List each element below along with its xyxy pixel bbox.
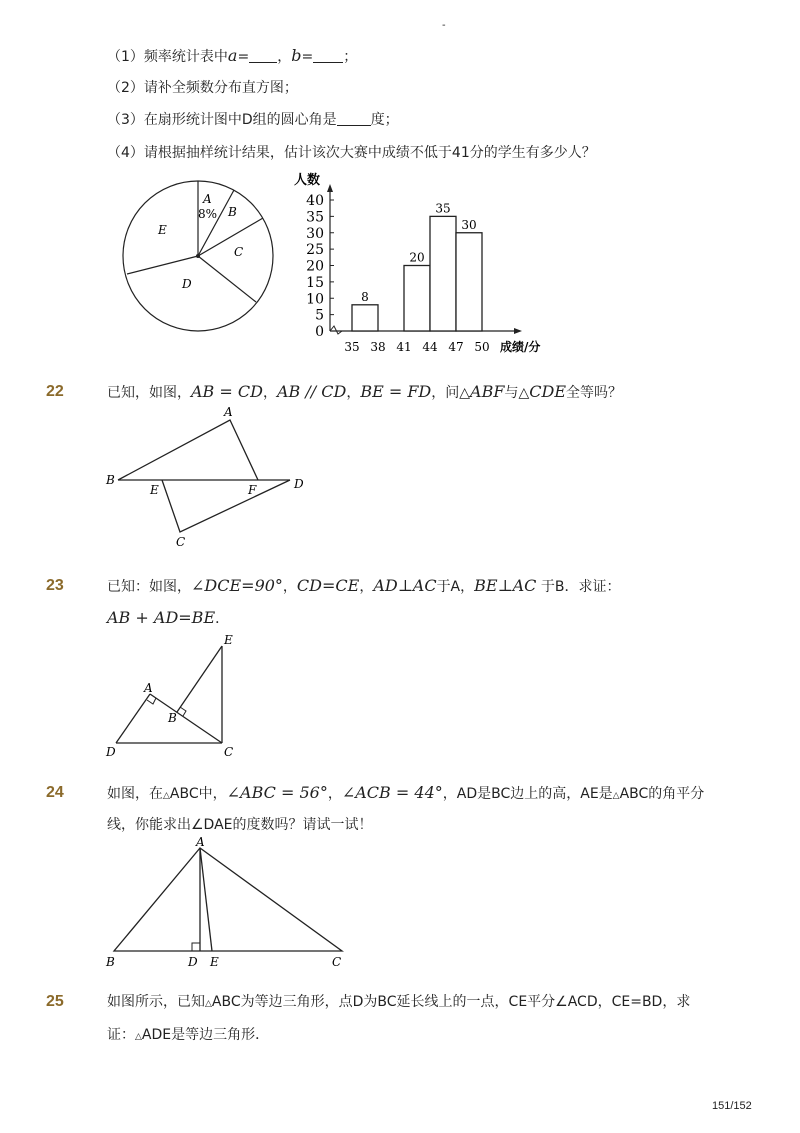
q24-figure [100, 836, 360, 972]
q23-t1: 已知：如图， [107, 579, 191, 595]
pie-label-b: B [228, 205, 237, 219]
q23-t6: ． [215, 611, 230, 627]
q24-m1: ∠ABC = 56° [226, 783, 328, 802]
histogram-x-tick-label: 44 [422, 340, 438, 354]
q22-t1: 已知，如图， [107, 385, 191, 401]
triangle-symbol: △ [612, 791, 620, 801]
q24-text-line2: 线，你能求出∠DAE的度数吗？请试一试！ [107, 817, 373, 833]
histogram-axis-break [330, 326, 342, 334]
pie-label-d: D [182, 277, 192, 291]
histogram-y-tick-label: 25 [306, 242, 324, 259]
equals: = [301, 49, 314, 65]
q22-t3: ， [346, 385, 361, 401]
q23-label-c: C [224, 745, 234, 759]
q24-label-d: D [188, 955, 198, 969]
q21-part3-text: （3）在扇形统计图中D组的圆心角是 [107, 112, 337, 128]
triangle-symbol: △ [205, 999, 212, 1009]
q24-t4: ，AD是BC边上的高，AE是 [442, 786, 613, 802]
q23-m5: AB + AD=BE [107, 608, 216, 627]
q22-t6: 全等吗？ [566, 385, 622, 401]
q24-t3: ， [327, 786, 342, 802]
histogram-bar [430, 216, 456, 331]
pie-center [196, 254, 200, 258]
q23-m3: AD⊥AC [373, 576, 437, 595]
histogram-y-tick-label: 30 [306, 225, 324, 242]
q21-part1-text: （1）频率统计表中 [107, 49, 228, 65]
q24-label-a: A [196, 836, 205, 849]
header-mark: - [442, 20, 446, 31]
q23-t4: 于A， [436, 579, 475, 595]
histogram-y-arrow [327, 184, 333, 192]
q23-t2: ， [282, 579, 297, 595]
q25-line2-a: 证： [107, 1027, 135, 1043]
pie-label-a-percent: 8% [198, 207, 218, 221]
q22-label-a: A [224, 405, 233, 419]
question-number-22: 22 [46, 383, 64, 400]
histogram-y-tick-label: 20 [306, 258, 324, 275]
triangle-abf [118, 420, 258, 480]
q21-part4: （4）请根据抽样统计结果，估计该次大赛中成绩不低于41分的学生有多少人？ [107, 145, 596, 161]
q22-t2: ， [262, 385, 277, 401]
triangle-cde [162, 480, 290, 532]
histogram-y-tick-label: 15 [306, 274, 324, 291]
question-number-23: 23 [46, 577, 64, 594]
q23-m2: CD=CE [296, 576, 360, 595]
q25-line2-b: ADE是等边三角形． [141, 1027, 270, 1043]
histogram-x-tick-label: 47 [448, 340, 464, 354]
histogram-bar [352, 305, 378, 331]
histogram-y-tick-label: 5 [315, 307, 324, 324]
triangle-symbol: △ [163, 791, 170, 801]
histogram-bar [404, 266, 430, 332]
q23-m4: BE⊥AC [474, 576, 537, 595]
q22-t5: 与△ [504, 385, 530, 401]
q23-label-e: E [224, 633, 233, 647]
semicolon: ； [343, 49, 358, 65]
blank-angle [337, 111, 371, 126]
pie-label-a: A [203, 192, 212, 206]
q23-label-a: A [144, 681, 153, 695]
q25-text [107, 992, 690, 1014]
histogram-y-tick-label: 10 [306, 291, 324, 308]
q23-text-line2 [107, 608, 229, 629]
q24-label-b: B [106, 955, 115, 969]
q22-figure [100, 404, 320, 554]
q21-part3 [107, 110, 399, 130]
q24-label-c: C [332, 955, 342, 969]
q23-label-b: B [168, 711, 177, 725]
histogram-bar-label: 8 [361, 289, 369, 304]
histogram-x-label: 成绩/分 [500, 340, 541, 354]
q23-t5: 于B．求证： [536, 579, 621, 595]
question-number-24: 24 [46, 784, 64, 801]
q22-t4: ，问△ [431, 385, 471, 401]
histogram-y-tick-label: 40 [306, 193, 324, 209]
q22-m4: ABF [470, 382, 505, 401]
q22-m2: AB // CD [276, 382, 347, 401]
q24-text [107, 783, 704, 806]
bisector-ae [200, 848, 212, 951]
histogram-y-tick-label: 0 [315, 324, 324, 340]
segment-da [116, 694, 150, 743]
q22-text [107, 382, 622, 403]
q24-m2: ∠ACB = 44° [341, 783, 443, 802]
pie-label-e: E [158, 223, 167, 237]
pie-label-c: C [234, 245, 244, 259]
right-angle-d [192, 943, 200, 951]
var-a: a [227, 46, 238, 65]
histogram-bar-label: 20 [409, 250, 425, 265]
q24-t1: 如图，在 [107, 786, 163, 802]
q23-text [107, 576, 620, 597]
comma: ， [277, 49, 292, 65]
q22-label-e: E [150, 483, 159, 497]
blank-a [249, 48, 277, 63]
q24-label-e: E [210, 955, 219, 969]
histogram-bar-label: 30 [461, 217, 477, 232]
q22-m1: AB = CD [191, 382, 263, 401]
q25-t1: 如图所示，已知 [107, 994, 205, 1010]
pie-edge-de [127, 256, 198, 274]
histogram-x-tick-label: 41 [396, 340, 412, 354]
q22-label-c: C [176, 535, 186, 549]
right-angle-a [147, 698, 156, 704]
q23-m1: ∠DCE=90° [191, 576, 283, 595]
q22-label-d: D [294, 477, 304, 491]
histogram-y-label: 人数 [294, 173, 321, 188]
histogram-x-arrow [514, 328, 522, 334]
q23-t3: ， [359, 579, 374, 595]
q25-t2: ABC为等边三角形，点D为BC延长线上的一点，CE平分∠ACD，CE=BD，求 [211, 994, 691, 1010]
histogram [290, 168, 560, 358]
q21-part2: （2）请补全频数分布直方图； [107, 80, 298, 96]
q22-m5: CDE [529, 382, 566, 401]
histogram-bar [456, 233, 482, 331]
var-b: b [291, 46, 302, 65]
segment-eb [177, 646, 222, 712]
triangle-symbol: △ [135, 1032, 142, 1042]
q21-part3-suffix: 度； [370, 112, 399, 128]
q23-figure [100, 630, 250, 762]
q24-t2: ABC中， [169, 786, 227, 802]
page-number: 151/152 [712, 1100, 752, 1112]
histogram-bar-label: 35 [435, 201, 451, 216]
histogram-y-tick-label: 35 [306, 209, 324, 226]
q22-m3: BE = FD [360, 382, 432, 401]
histogram-x-tick-label: 38 [370, 340, 386, 354]
histogram-x-tick-label: 50 [474, 340, 490, 354]
q25-text-line2 [107, 1025, 269, 1047]
q24-t5: ABC的角平分 [619, 786, 705, 802]
pie-edge-cd [198, 256, 256, 302]
pie-chart [118, 176, 283, 336]
blank-b [313, 48, 343, 63]
histogram-x-tick-label: 35 [344, 340, 360, 354]
equals: = [237, 49, 250, 65]
triangle-abc [114, 848, 342, 951]
q22-label-f: F [248, 483, 257, 497]
q22-label-b: B [106, 473, 115, 487]
segment-ac [150, 694, 222, 743]
question-number-25: 25 [46, 993, 64, 1010]
q21-part1 [107, 46, 357, 67]
q23-label-d: D [106, 745, 116, 759]
